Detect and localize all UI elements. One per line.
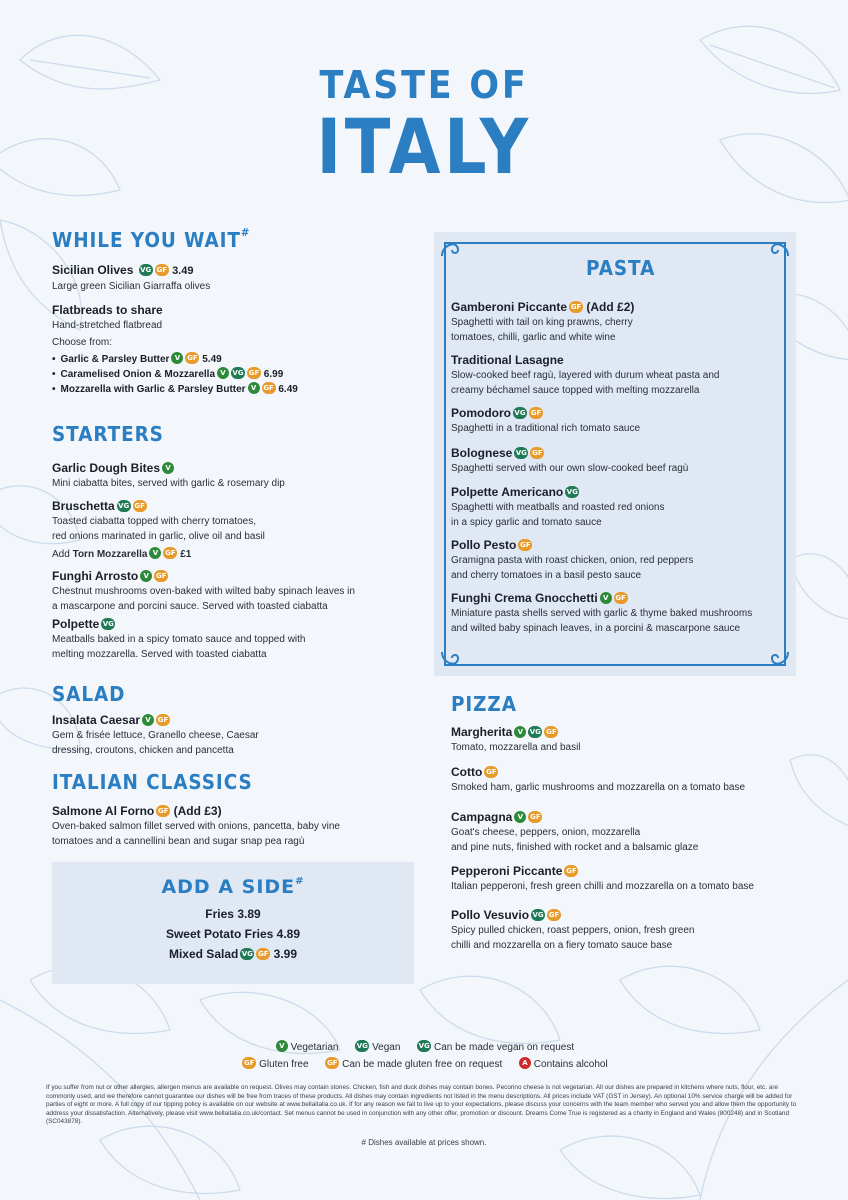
menu-item-pepperoni-piccante[interactable] (451, 863, 754, 894)
pasta-heading: PASTA (586, 256, 656, 280)
item-description: a mascarpone and porcini sauce. Served with toasted ciabatta (52, 601, 328, 612)
gluten-free-icon: GF (165, 549, 176, 558)
vegetarian-icon: V (248, 382, 260, 394)
legend-gf-request (323, 1059, 502, 1070)
legend-vegan (353, 1042, 400, 1053)
heading-mark: # (240, 226, 251, 239)
item-description: Toasted ciabatta topped with cherry tomatoes, (52, 516, 257, 527)
item-name: Pomodoro (451, 406, 511, 420)
menu-item-insalata-caesar[interactable] (52, 712, 259, 758)
menu-item-campagna[interactable] (451, 809, 698, 855)
menu-item-gamberoni-piccante[interactable] (451, 299, 634, 345)
vegetarian-icon: V (514, 811, 526, 823)
add-price: £1 (180, 549, 192, 560)
item-name: Bruschetta (52, 499, 115, 513)
salad-heading: SALAD (52, 682, 126, 706)
item-description: Hand-stretched flatbread (52, 320, 163, 331)
side-name: Mixed Salad (168, 947, 239, 961)
item-description: red onions marinated in garlic, olive oil and basil (52, 531, 265, 542)
gluten-free-icon: GF (548, 910, 560, 919)
item-name: Funghi Crema Gnocchetti (451, 591, 598, 605)
gluten-free-icon: GF (520, 540, 531, 549)
vegan-icon: VG (118, 501, 130, 510)
gluten-free-icon: GF (187, 354, 198, 363)
vegan-icon: VG (140, 265, 152, 274)
gluten-free-icon: GF (258, 949, 269, 958)
item-name: Pollo Vesuvio (451, 908, 530, 922)
item-name: Pollo Pesto (451, 538, 517, 552)
item-description: Spaghetti served with our own slow-cooked beef ragù (451, 463, 689, 474)
item-description: Slow-cooked beef ragù, layered with durum wheat pasta and (451, 370, 720, 381)
vegetarian-icon: V (600, 592, 612, 604)
menu-item-bruschetta[interactable] (52, 498, 265, 562)
vegan-request-icon: VG (102, 619, 114, 628)
vegetarian-icon: V (162, 462, 174, 474)
option-price: 6.49 (278, 384, 298, 395)
flatbread-options (52, 352, 298, 397)
side-name: Sweet Potato Fries (165, 927, 274, 941)
gluten-free-icon: GF (157, 715, 169, 724)
corner-swirl-icon (768, 236, 792, 260)
heading-text: WHILE YOU WAIT (52, 228, 241, 252)
gluten-free-icon: GF (566, 866, 577, 875)
item-description: Spicy pulled chicken, roast peppers, onion, fresh green (451, 925, 695, 936)
gluten-free-icon: GF (546, 727, 557, 736)
flatbread-option[interactable] (52, 382, 298, 397)
option-label: Garlic & Parsley Butter (60, 354, 170, 365)
gluten-free-icon: GF (157, 806, 169, 815)
item-description: Spaghetti in a traditional rich tomato sauce (451, 423, 640, 434)
gluten-free-icon: GF (244, 1059, 255, 1067)
item-description: dressing, croutons, chicken and pancetta (52, 745, 234, 756)
item-description: Spaghetti with tail on king prawns, cherry (451, 317, 633, 328)
item-description: Gem & frisée lettuce, Granello cheese, Caesar (52, 730, 259, 741)
gluten-free-icon: GF (530, 812, 541, 821)
side-price: 3.89 (237, 907, 261, 921)
vegan-icon: VG (514, 408, 526, 417)
item-extra: (Add £3) (173, 804, 222, 818)
item-description: and pine nuts, finished with rocket and a balsamic glaze (451, 842, 699, 853)
menu-item-sicilian-olives[interactable] (52, 262, 210, 294)
menu-item-funghi-crema-gnocchetti[interactable] (451, 590, 752, 636)
flatbread-option[interactable] (52, 352, 298, 367)
vegetarian-icon: V (140, 570, 152, 582)
menu-item-flatbreads[interactable] (52, 302, 298, 397)
item-description: Tomato, mozzarella and basil (451, 742, 581, 753)
vegan-icon: VG (241, 949, 253, 958)
item-description: Large green Sicilian Giarraffa olives (52, 281, 211, 292)
gluten-free-icon: GF (532, 448, 543, 457)
legend-label: Vegan (372, 1041, 401, 1053)
title-line-1: TASTE OF (319, 63, 529, 107)
item-name: Campagna (451, 810, 513, 824)
gluten-free-icon: GF (134, 501, 145, 510)
gluten-free-icon: GF (248, 369, 260, 378)
gluten-free-icon: GF (263, 384, 274, 393)
vegan-request-icon: VG (566, 487, 578, 496)
menu-item-traditional-lasagne[interactable] (451, 352, 720, 398)
heading-mark: # (295, 876, 305, 887)
item-name: Sicilian Olives (52, 263, 134, 277)
item-description: chilli and mozzarella on a fiery tomato sauce base (451, 940, 673, 951)
dietary-legend-row-1 (0, 1041, 848, 1053)
vegetarian-icon: V (149, 547, 161, 559)
item-name: Insalata Caesar (52, 713, 141, 727)
legend-label: Can be made vegan on request (434, 1041, 575, 1053)
menu-item-funghi-arrosto[interactable] (52, 568, 355, 614)
option-label: Caramelised Onion & Mozzarella (60, 369, 216, 380)
menu-item-salmone-al-forno[interactable] (52, 803, 340, 849)
title-line-2: ITALY (316, 102, 532, 191)
gluten-free-icon: GF (615, 593, 626, 602)
side-item-mixed-salad[interactable] (52, 944, 414, 964)
item-description: Meatballs baked in a spicy tomato sauce and topped with (52, 634, 306, 645)
vegetarian-icon: V (171, 352, 183, 364)
item-description: Smoked ham, garlic mushrooms and mozzarella on a tomato base (451, 782, 746, 793)
item-description: and cherry tomatoes in a basil pesto sauce (451, 570, 642, 581)
corner-swirl-icon (438, 648, 462, 672)
vegetarian-icon: V (514, 726, 526, 738)
add-a-side-heading (52, 876, 414, 898)
item-price: 3.49 (172, 265, 194, 277)
flatbread-option[interactable] (52, 367, 298, 382)
vegetarian-icon: V (276, 1040, 288, 1052)
item-name: Polpette (52, 617, 100, 631)
item-name: Bolognese (451, 446, 513, 460)
item-name: Garlic Dough Bites (52, 461, 161, 475)
side-item-fries[interactable] (52, 904, 414, 924)
legend-vegan-request (415, 1042, 574, 1053)
add-item: Torn Mozzarella (72, 549, 148, 560)
option-price: 6.99 (263, 369, 284, 380)
menu-item-polpette[interactable] (52, 616, 306, 662)
item-description: Oven-baked salmon fillet served with onions, pancetta, baby vine (52, 821, 340, 832)
choose-label: Choose from: (52, 337, 113, 348)
menu-item-cotto[interactable] (451, 764, 745, 795)
side-name: Fries (205, 907, 234, 921)
allergen-small-print: If you suffer from nut or other allergies, allergen menus are available on request. Olives may contain stones. Chicken, fish and duck dishes may contain bones. Pecorino cheese is not vegetarian. All our dishes are prepared in kitchens where nuts, flour, etc. are commonly used, and we therefore cannot guarantee our dishes will be free from traces of these products. All dishes may contain ingredients not listed in the menu descriptions. All prices include VAT (GST in Jersey). An optional 10% service charge will be added for parties of eight or more. A full copy of our tipping policy is available on our website at www.bellaitalia.co.uk. If for any reason we fail to live up to your expectations, please discuss your concerns with the team member who served you and allow them the opportunity to address your dissatisfaction. Alternatively, please visit www.bellaitalia.co.uk/contact. Set menus cannot be used in conjunction with any other offer, promotion or discount. Dreams Come True is registered as a charity in England and Wales (800248) and in Scotland (SC043878). (46, 1084, 797, 1126)
vegetarian-icon: V (217, 367, 229, 379)
item-description: Mini ciabatta bites, served with garlic & rosemary dip (52, 478, 285, 489)
legend-label: Can be made gluten free on request (342, 1058, 503, 1070)
item-extra: (Add £2) (586, 300, 635, 314)
legend-label: Contains alcohol (533, 1058, 608, 1070)
item-description: Gramigna pasta with roast chicken, onion, red peppers (451, 555, 694, 566)
item-description: Spaghetti with meatballs and roasted red onions (451, 502, 665, 513)
add-a-side-panel (52, 862, 414, 984)
heading-text: ADD A SIDE (161, 876, 296, 898)
while-you-wait-heading (52, 228, 250, 252)
vegan-request-icon: VG (418, 1042, 430, 1050)
item-description: Chestnut mushrooms oven-baked with wilted baby spinach leaves in (52, 586, 355, 597)
vegetarian-icon: V (142, 714, 154, 726)
legend-vegetarian (274, 1042, 339, 1053)
menu-item-margherita[interactable] (451, 724, 581, 755)
legend-alcohol (517, 1059, 608, 1070)
menu-item-polpette-americano[interactable] (451, 484, 664, 530)
corner-swirl-icon (438, 236, 462, 260)
item-description: Goat's cheese, peppers, onion, mozzarella (451, 827, 641, 838)
item-description: tomatoes and a cannellini bean and sugar snap pea ragù (52, 836, 305, 847)
item-description: and wilted baby spinach leaves, in a porcini & mascarpone sauce (451, 623, 741, 634)
vegan-icon: VG (232, 369, 244, 378)
legend-label: Gluten free (259, 1058, 309, 1070)
footnote: # Dishes available at prices shown. (361, 1138, 487, 1147)
option-price: 5.49 (202, 354, 222, 365)
side-price: 3.99 (273, 947, 298, 961)
item-name: Gamberoni Piccante (451, 300, 568, 314)
pizza-heading: PIZZA (451, 692, 517, 716)
menu-item-pollo-pesto[interactable] (451, 537, 693, 583)
item-name: Traditional Lasagne (451, 353, 564, 367)
gluten-free-icon: GF (486, 767, 497, 776)
vegan-request-icon: VG (515, 448, 527, 457)
add-on-line[interactable] (52, 547, 265, 562)
item-name: Salmone Al Forno (52, 804, 155, 818)
item-description: Italian pepperoni, fresh green chilli and mozzarella on a tomato base (451, 881, 754, 892)
legend-label: Vegetarian (290, 1041, 339, 1053)
italian-classics-heading: ITALIAN CLASSICS (52, 770, 253, 794)
gluten-free-icon: GF (570, 302, 582, 311)
dietary-legend-row-2 (0, 1058, 848, 1070)
item-description: in a spicy garlic and tomato sauce (451, 517, 602, 528)
item-name: Cotto (451, 765, 483, 779)
side-item-sweet-potato-fries[interactable] (52, 924, 414, 944)
item-name: Polpette Americano (451, 485, 564, 499)
option-label: Mozzarella with Garlic & Parsley Butter (60, 384, 246, 395)
item-description: Miniature pasta shells served with garlic & thyme baked mushrooms (451, 608, 753, 619)
menu-item-pollo-vesuvio[interactable] (451, 907, 694, 953)
gluten-free-icon: GF (156, 265, 167, 274)
item-description: creamy béchamel sauce topped with melting mozzarella (451, 385, 700, 396)
menu-item-pomodoro[interactable] (451, 405, 640, 436)
starters-heading: STARTERS (52, 422, 164, 446)
item-name: Flatbreads to share (52, 303, 163, 317)
menu-item-bolognese[interactable] (451, 445, 688, 476)
item-description: melting mozzarella. Served with toasted ciabatta (52, 649, 267, 660)
vegan-icon: VG (356, 1042, 368, 1050)
corner-swirl-icon (768, 648, 792, 672)
item-name: Margherita (451, 725, 513, 739)
menu-item-garlic-dough-bites[interactable] (52, 460, 285, 491)
item-name: Funghi Arrosto (52, 569, 139, 583)
gluten-free-icon: GF (530, 408, 542, 417)
legend-gluten-free (240, 1059, 308, 1070)
menu-title (0, 62, 848, 191)
item-description: tomatoes, chilli, garlic and white wine (451, 332, 616, 343)
side-price: 4.89 (276, 927, 301, 941)
gluten-free-request-icon: GF (327, 1059, 338, 1067)
vegan-request-icon: VG (532, 910, 544, 919)
gluten-free-icon: GF (155, 571, 167, 580)
vegan-request-icon: VG (529, 727, 541, 736)
add-prefix: Add (52, 549, 70, 560)
alcohol-icon: A (519, 1057, 531, 1069)
item-name: Pepperoni Piccante (451, 864, 563, 878)
